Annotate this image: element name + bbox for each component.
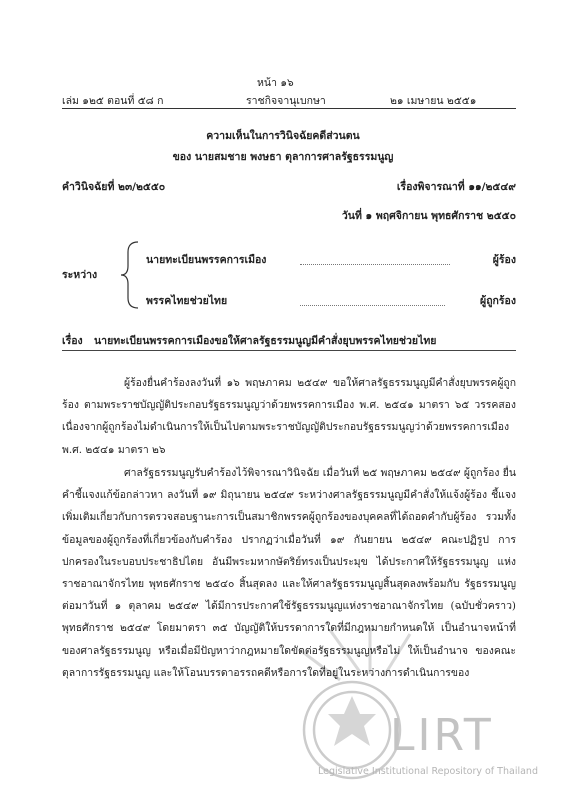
document-title: ความเห็นในการวินิจฉัยคดีส่วนตน [206, 130, 360, 142]
page-number: หน้า ๑๖ [257, 77, 294, 89]
subject-rule [62, 350, 516, 351]
ruling-number: คำวินิจฉัยที่ ๒๓/๒๕๕๐ [62, 181, 166, 193]
subject-label: เรื่อง [62, 335, 83, 347]
paragraph-2: ศาลรัฐธรรมนูญรับคำร้องไว้พิจารณาวินิจฉัย เมื่อวันที่ ๒๕ พฤษภาคม ๒๕๔๙ ผู้ถูกร้อง ยื่นคำชี้แจงแก้ข้อกล่าวหา ลงวันที่ ๑๙ มิถุนายน ๒๕๔๙ ระหว่างศาลรัฐธรรมนูญมีคำสั่งให้แจ้งผู้ร้อง ชี้แจงเพิ่มเติมเกี่ยวกับการตรวจสอบฐานะการเป็นสมาชิกพรรคผู้ถูกร้องของบุคคลที่ได้ถอดคำกับผู้ร้อง รวมทั้งข้อมูลของผู้ถูกร้องที่เกี่ยวข้องกับคำร้อง ปรากฏว่าเมื่อวันที่ ๑๙ กันยายน ๒๕๔๙ คณะปฏิรูป การปกครองในระบอบประชาธิปไตย อันมีพระมหากษัตริย์ทรงเป็นประมุข ได้ประกาศให้รัฐธรรมนูญ แห่งราชอาณาจักรไทย พุทธศักราช ๒๕๔๐ สิ้นสุดลง และให้ศาลรัฐธรรมนูญสิ้นสุดลงพร้อมกับ รัฐธรรมนูญ ต่อมาวันที่ ๑ ตุลาคม ๒๕๔๙ ได้มีการประกาศใช้รัฐธรรมนูญแห่งราชอาณาจักรไทย (ฉบับชั่วคราว) พุทธศักราช ๒๕๔๙ โดยมาตรา ๓๕ บัญญัติให้บรรดาการใดที่มีกฎหมายกำหนดให้ เป็นอำนาจหน้าที่ของศาลรัฐธรรมนูญ หรือเมื่อมีปัญหาว่ากฎหมายใดขัดต่อรัฐธรรมนูญหรือไม่ ให้เป็นอำนาจ ของคณะตุลาการรัฐธรรมนูญ และให้โอนบรรดาอรรถคดีหรือการใดที่อยู่ในระหว่างการดำเนินการของ [62, 467, 516, 679]
gazette-name: ราชกิจจานุเบกษา [246, 95, 326, 107]
petitioner-role: ผู้ร้อง [492, 254, 516, 266]
brace-icon [118, 240, 142, 310]
volume-issue: เล่ม ๑๒๕ ตอนที่ ๕๘ ก [62, 95, 164, 107]
matter-number: เรื่องพิจารณาที่ ๑๑/๒๕๔๙ [396, 181, 516, 193]
respondent-name: พรรคไทยช่วยไทย [146, 295, 228, 307]
petitioner-dots [300, 264, 450, 265]
watermark-logo-text: LIRT [390, 710, 494, 761]
between-label: ระหว่าง [62, 269, 98, 281]
respondent-role: ผู้ถูกร้อง [480, 295, 516, 307]
header-rule [62, 108, 516, 109]
subject-text: นายทะเบียนพรรคการเมืองขอให้ศาลรัฐธรรมนูญมีคำสั่งยุบพรรคไทยช่วยไทย [94, 335, 437, 347]
respondent-dots [300, 305, 445, 306]
paragraph-1: ผู้ร้องยื่นคำร้องลงวันที่ ๑๖ พฤษภาคม ๒๕๔๙ ขอให้ศาลรัฐธรรมนูญมีคำสั่งยุบพรรคผู้ถูกร้อง ตามพระราชบัญญัติประกอบรัฐธรรมนูญว่าด้วยพรรคการเมือง พ.ศ. ๒๕๔๑ มาตรา ๖๕ วรรคสอง เนื่องจากผู้ถูกร้องไม่ดำเนินการให้เป็นไปตามพระราชบัญญัติประกอบรัฐธรรมนูญว่าด้วยพรรคการเมือง พ.ศ. ๒๕๔๑ มาตรา ๒๖ [62, 377, 516, 456]
watermark-caption: Legislative Institutional Repository of Thailand [318, 766, 538, 777]
petitioner-name: นายทะเบียนพรรคการเมือง [146, 254, 267, 266]
document-subtitle: ของ นายสมชาย พงษธา ตุลาการศาลรัฐธรรมนูญ [172, 151, 394, 163]
ruling-date: วันที่ ๑ พฤศจิกายน พุทธศักราช ๒๕๕๐ [341, 210, 516, 222]
gazette-date: ๒๑ เมษายน ๒๕๕๑ [390, 95, 477, 107]
